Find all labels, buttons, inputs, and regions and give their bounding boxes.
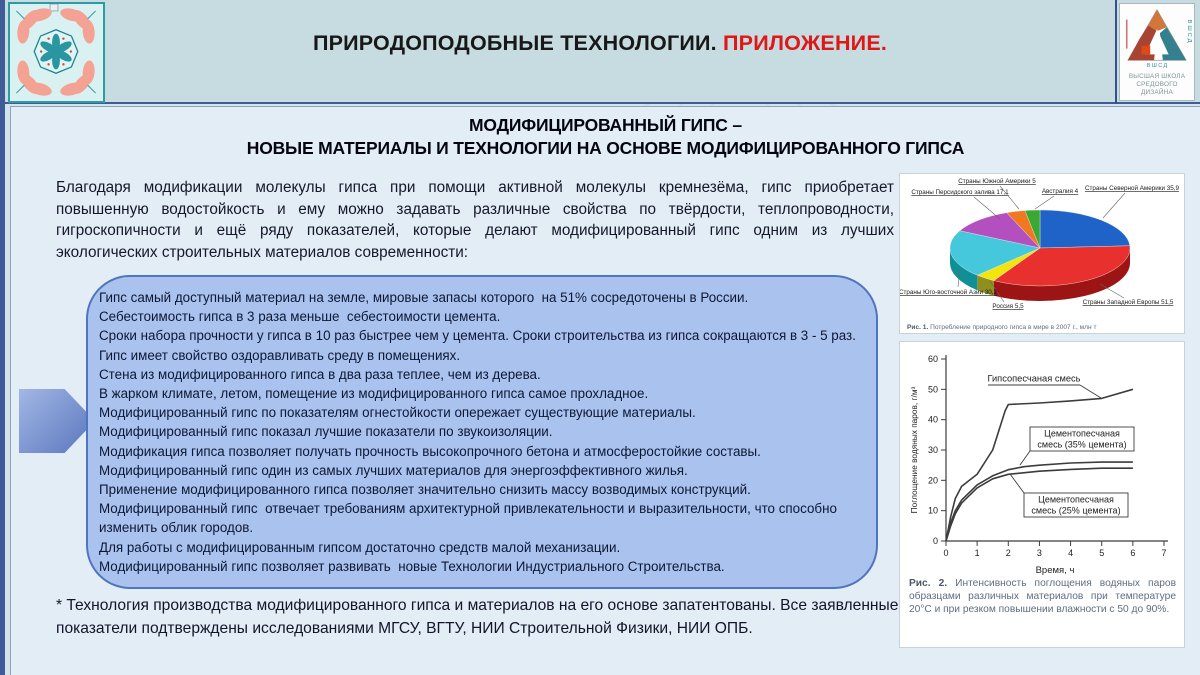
school-logo-icon xyxy=(1121,4,1193,68)
figure-1-caption-text: Потребление природного гипса в мире в 2007 г., млн т xyxy=(928,324,1097,331)
figure-2-panel xyxy=(899,341,1185,648)
series-leader-line xyxy=(1020,451,1030,465)
slide-title-black: ПРИРОДОПОДОБНЫЕ ТЕХНОЛОГИИ. xyxy=(312,31,717,55)
y-tick-label: 0 xyxy=(932,536,938,546)
series-label: смесь (35% цемента) xyxy=(1037,439,1127,450)
line-chart xyxy=(906,345,1178,577)
benefit-item: Модифицированный гипс показал лучшие показатели по звукоизоляции. xyxy=(99,424,553,440)
pie-slice-label: Страны Северной Америки 35,9 xyxy=(1084,185,1180,192)
y-tick-label: 60 xyxy=(927,354,938,364)
x-tick-label: 4 xyxy=(1068,548,1074,558)
figure-1-panel xyxy=(899,173,1185,334)
x-tick-label: 2 xyxy=(1005,548,1011,558)
ornament-logo-icon xyxy=(10,4,102,100)
footnote-paragraph: * Технология производства модифицированного гипса и материалов на его основе запатентованы. Все заявленные показатели подтверждены исследованиями МГСУ, ВГТУ, НИИ Строительной Физики, НИИ ОПБ. xyxy=(56,597,899,637)
intro-paragraph: Благодаря модификации молекулы гипса при помощи активной молекулы кремнезёма, гипс приобретает повышенную водостойкость и ему можно задавать различные свойства по твёрдости, теплопроводности, гигроскопичности и ещё ряду показателей, которые делают модифицированный гипс одним из лучших экологических строительных материалов современности: xyxy=(56,179,894,261)
pie-leader-line xyxy=(1100,284,1124,298)
y-tick-label: 20 xyxy=(927,475,938,486)
benefit-item: Для работы с модифицированным гипсом достаточно средств малой механизации. xyxy=(99,539,621,555)
x-tick-label: 7 xyxy=(1161,548,1167,558)
school-logo-letters-row: В Ш С Д xyxy=(1146,63,1168,68)
x-axis-label: Время, ч xyxy=(1035,565,1075,576)
slide-title xyxy=(120,31,1080,56)
series-label: Цементопесчаная xyxy=(1044,428,1120,439)
pie-leader-line xyxy=(974,197,1000,219)
x-tick-label: 6 xyxy=(1130,548,1136,558)
pie-slice-label: Страны Персидского залива 17,1 xyxy=(911,189,1009,196)
pie-slice-label: Страны Южной Америки 5 xyxy=(958,178,1036,185)
page-title-line2: НОВЫЕ МАТЕРИАЛЫ И ТЕХНОЛОГИИ НА ОСНОВЕ МОДИФИЦИРОВАННОГО ГИПСА xyxy=(246,138,965,158)
pie-chart xyxy=(900,174,1182,314)
page-title xyxy=(11,114,1200,160)
figure-2-caption-label: Рис. 2. xyxy=(909,578,948,589)
series-label: Цементопесчаная xyxy=(1038,494,1114,505)
benefit-item: Модифицированный гипс отвечает требованиям архитектурной привлекательности и выразительности, что способно изменить облик городов. xyxy=(99,501,841,536)
pie-leader-line xyxy=(1000,186,1019,209)
pie-slice-label: Австралия 4 xyxy=(1041,188,1079,195)
benefit-item: Модифицированный гипс по показателям огнестойкости опережает существующие материалы. xyxy=(99,405,696,421)
series-leader-line xyxy=(1080,385,1101,398)
school-logo-letters-vertical: ВШСД xyxy=(1186,19,1193,45)
y-tick-label: 50 xyxy=(927,384,938,395)
figure-2-caption xyxy=(909,578,1176,616)
y-tick-label: 30 xyxy=(927,445,938,455)
pie-leader-line xyxy=(1035,196,1054,209)
slide-title-red: ПРИЛОЖЕНИЕ. xyxy=(716,31,888,55)
arrow-pointer-icon xyxy=(19,389,95,453)
y-axis-label: Поглощение водяных паров, г/м³ xyxy=(909,386,919,514)
ornament-logo xyxy=(8,2,105,103)
school-logo-caption-line2: СРЕДОВОГО ДИЗАЙНА xyxy=(1136,81,1178,96)
benefit-item: Стена из модифицированного гипса в два раза теплее, чем из дерева. xyxy=(99,366,541,382)
benefit-item: Гипс имеет свойство оздоравливать среду в помещениях. xyxy=(99,347,461,363)
x-tick-label: 0 xyxy=(943,548,949,558)
y-tick-label: 10 xyxy=(927,505,938,516)
benefits-box xyxy=(86,275,878,589)
header-right-separator xyxy=(1115,0,1117,104)
benefits-list xyxy=(99,288,862,576)
pie-slice xyxy=(1040,210,1130,248)
benefit-item: Применение модифицированного гипса позволяет значительно снизить массу возводимых конструкций. xyxy=(99,482,751,498)
figure-1-caption-label: Рис. 1. xyxy=(907,324,929,331)
page-title-line1: МОДИФИЦИРОВАННЫЙ ГИПС – xyxy=(469,115,742,135)
x-tick-label: 3 xyxy=(1036,548,1042,558)
figure-2-caption-text: Интенсивность поглощения водяных паров образцами различных материалов при температуре 20°С и при резком повышении влажности с 50 до 90%. xyxy=(909,578,1176,615)
benefit-item: Модифицированный гипс позволяет развивать новые Технологии Индустриального Строительства. xyxy=(99,558,725,574)
benefit-item: В жарком климате, летом, помещение из модифицированного гипса самое прохладное. xyxy=(99,386,649,402)
pie-leader-line xyxy=(1103,193,1125,218)
y-tick-label: 40 xyxy=(927,414,938,425)
left-edge-strip xyxy=(0,0,5,675)
series-label: Гипсопесчаная смесь xyxy=(987,373,1081,384)
school-logo-caption-line1: ВЫСШАЯ ШКОЛА xyxy=(1128,73,1186,80)
pie-slice-label: Страны Юго-восточной Азии 30,2 xyxy=(900,289,998,296)
benefit-item: Себестоимость гипса в 3 раза меньше себестоимости цемента. xyxy=(99,309,501,325)
school-logo xyxy=(1119,3,1195,101)
benefit-item: Сроки набора прочности у гипса в 10 раз быстрее чем у цемента. Сроки строительства из гипса сокращаются в 3 - 5 раз. xyxy=(99,328,856,344)
benefit-item: Гипс самый доступный материал на земле, мировые запасы которого на 51% сосредоточены в России. xyxy=(99,290,749,305)
figure-1-caption xyxy=(907,324,1180,331)
benefit-item: Модификация гипса позволяет получать прочность высокопрочного бетона и атмосферостойкие составы. xyxy=(99,443,761,459)
benefit-item: Модифицированный гипс один из самых лучших материалов для энергоэффективного жилья. xyxy=(99,462,688,478)
series-label: смесь (25% цемента) xyxy=(1031,505,1121,516)
pie-slice-label: Россия 5,5 xyxy=(992,303,1024,310)
pie-slice-label: Страны Западной Европы 51,5 xyxy=(1082,299,1174,306)
x-tick-label: 1 xyxy=(974,548,980,558)
series-leader-line xyxy=(1010,474,1024,493)
x-tick-label: 5 xyxy=(1099,548,1105,558)
content-panel xyxy=(10,106,1200,675)
